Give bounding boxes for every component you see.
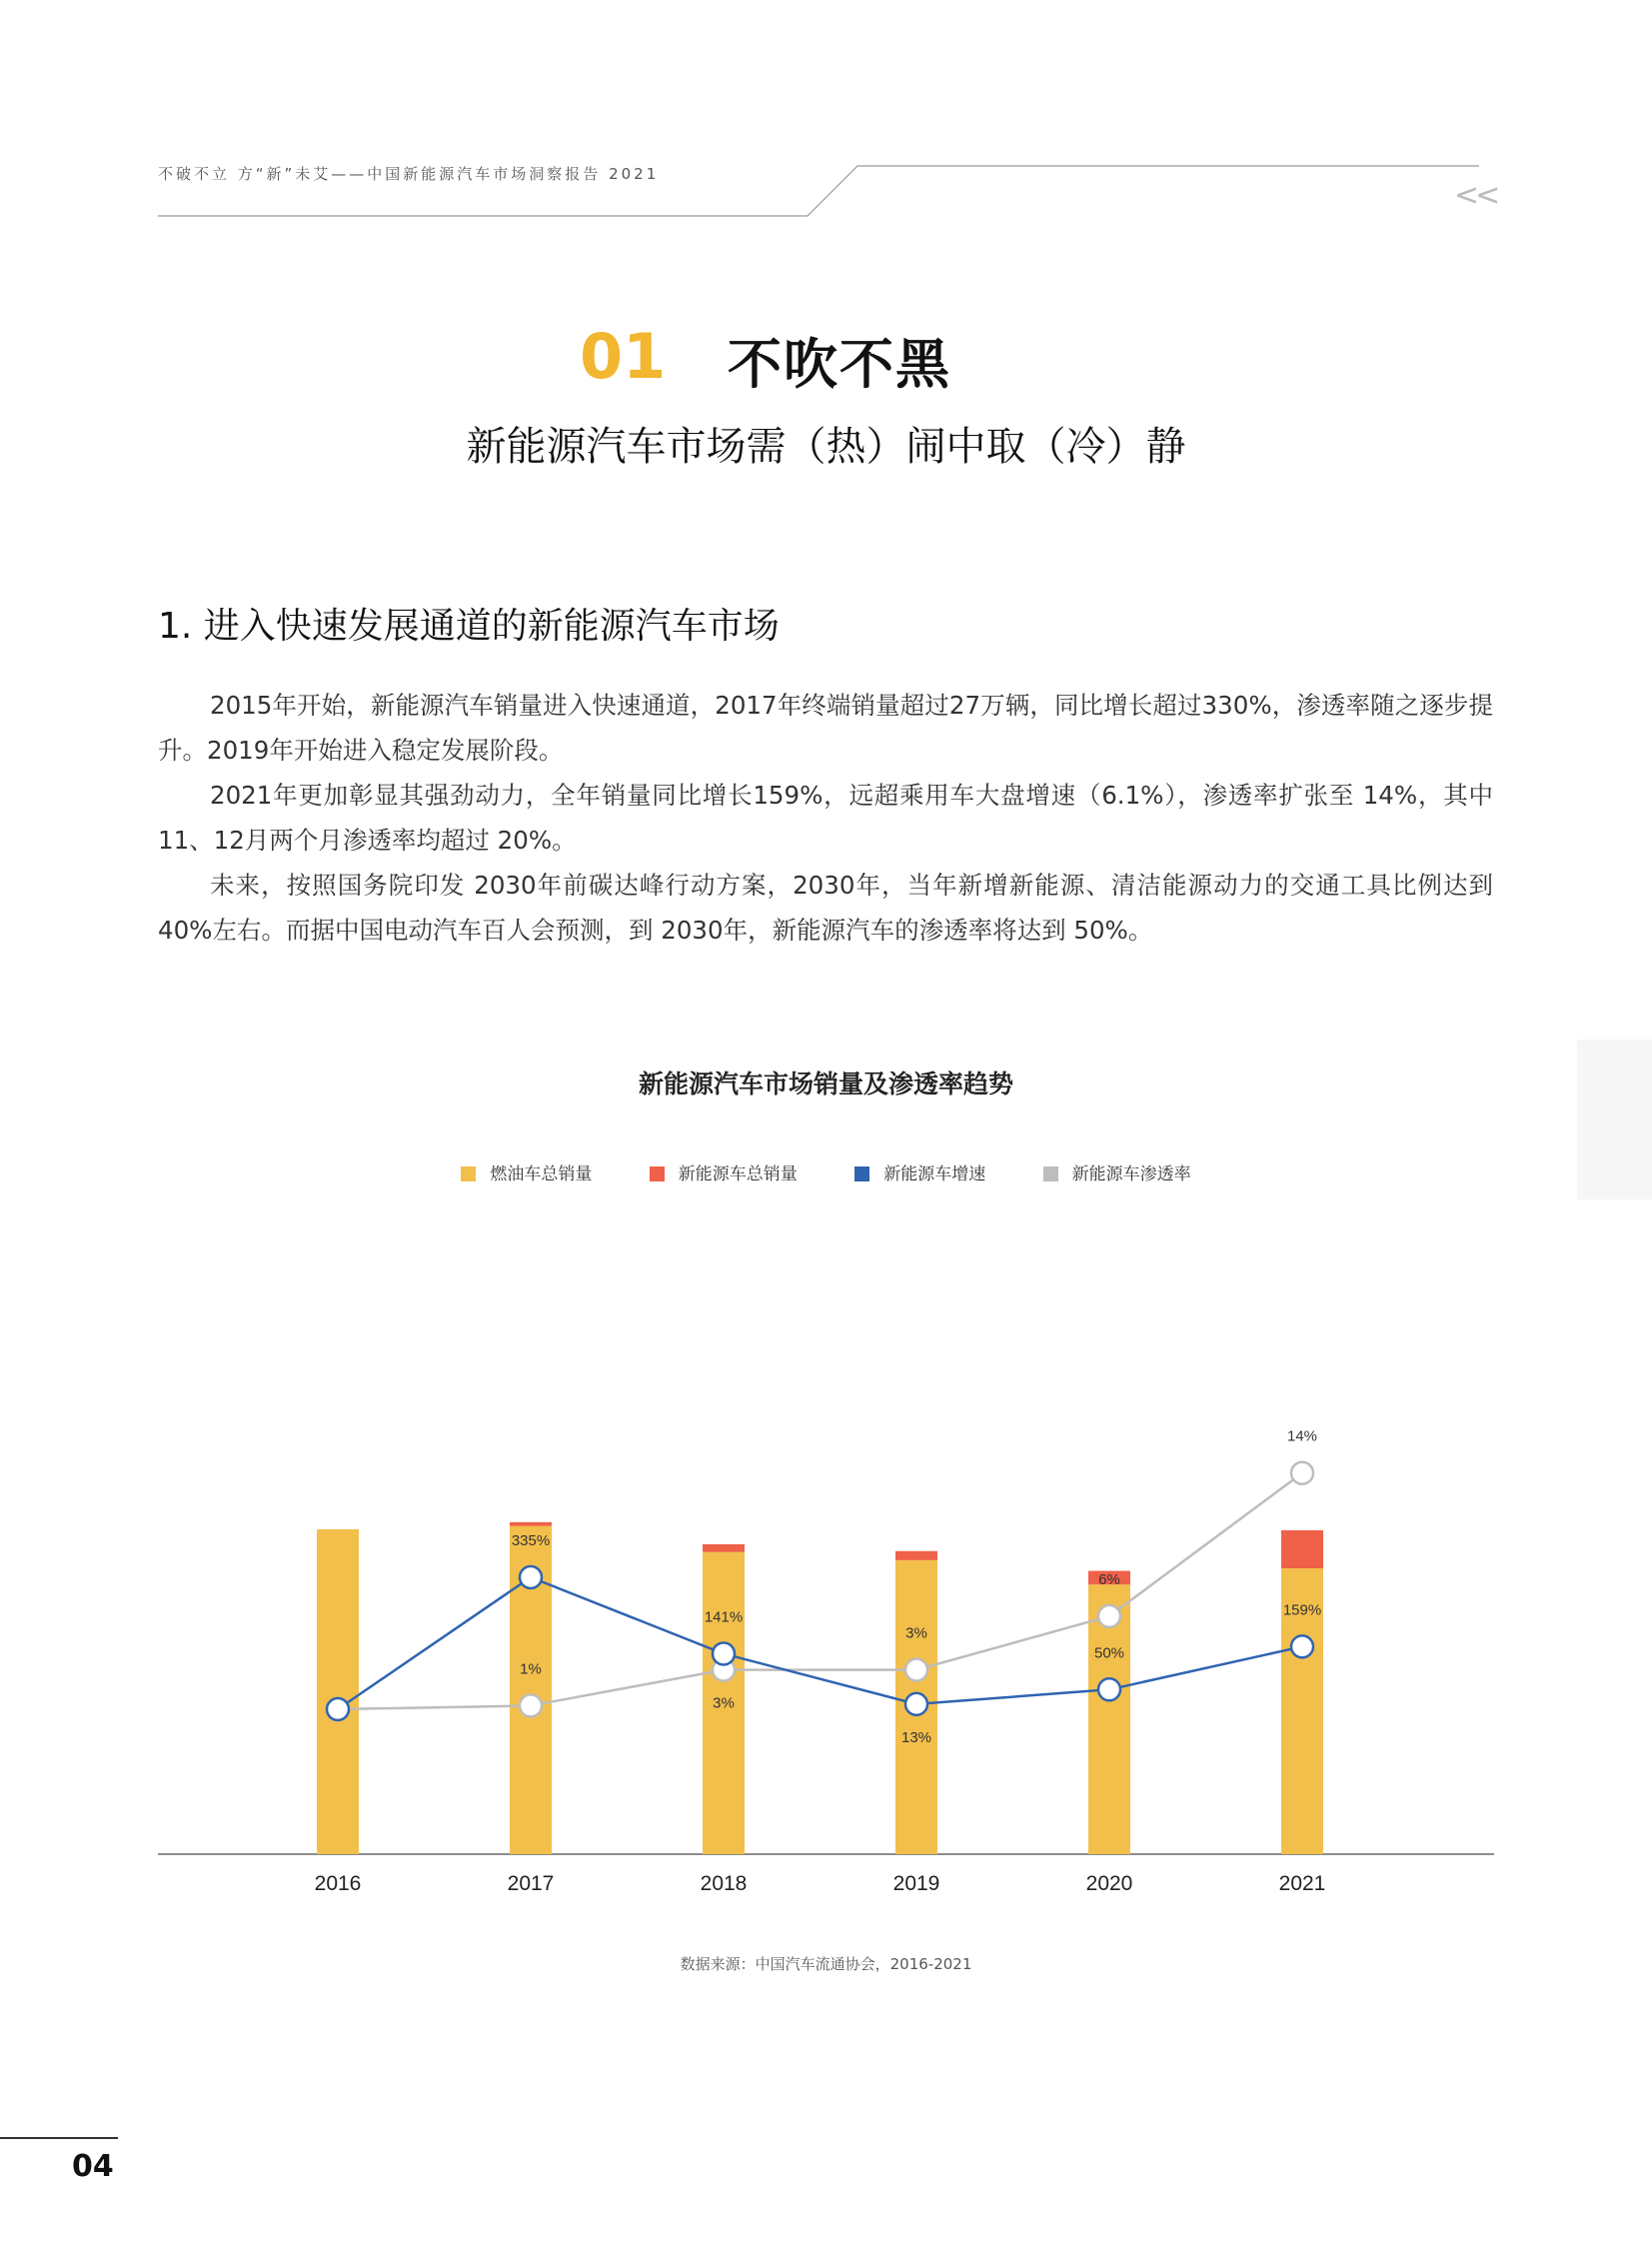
paragraph: 未来，按照国务院印发 2030年前碳达峰行动方案，2030年，当年新增新能源、清洁能源动力的交通工具比例达到 40%左右。而据中国电动汽车百人会预测，到 2030年，新能源汽车的渗透率将达到 50%。: [158, 871, 1493, 945]
data-point: [327, 1698, 349, 1720]
bar-2017: [510, 1522, 552, 1526]
section-number: 01: [580, 320, 667, 393]
data-point: [1098, 1678, 1120, 1700]
data-point: [905, 1693, 927, 1715]
legend-item: [461, 1159, 592, 1184]
data-point: [1291, 1462, 1313, 1484]
data-label: 50%: [1093, 1644, 1125, 1662]
data-label: 14%: [1286, 1427, 1318, 1445]
x-tick-label: 2017: [507, 1872, 555, 1895]
chart-legend: [0, 1159, 1652, 1184]
data-point: [713, 1642, 735, 1664]
x-tick-label: 2016: [314, 1872, 362, 1895]
header-rule: [0, 150, 1652, 230]
data-point: [1291, 1635, 1313, 1657]
legend-label: 新能源车增速: [883, 1164, 986, 1184]
chart-title: 新能源汽车市场销量及渗透率趋势: [638, 1070, 1013, 1099]
legend-swatch: [854, 1166, 869, 1181]
legend-label: 新能源车总销量: [678, 1164, 798, 1184]
legend-label: 燃油车总销量: [490, 1164, 593, 1184]
running-title: 不破不立 方“新”未艾——中国新能源汽车市场洞察报告 2021: [158, 165, 660, 183]
data-label: 3%: [905, 1624, 927, 1642]
paragraph: 2015年开始，新能源汽车销量进入快速通道，2017年终端销量超过27万辆，同比增长超过330%，渗透率随之逐步提升。2019年开始进入稳定发展阶段。: [158, 691, 1493, 765]
legend-swatch: [1043, 1166, 1058, 1181]
legend-label: 新能源车渗透率: [1071, 1164, 1191, 1184]
data-point: [520, 1566, 542, 1588]
bar-2018: [703, 1544, 745, 1552]
bar-2021: [1281, 1530, 1323, 1568]
page-number: 04: [72, 2149, 114, 2184]
data-label: 6%: [1098, 1570, 1120, 1588]
x-tick-label: 2021: [1278, 1872, 1326, 1895]
data-source: 数据来源：中国汽车流通协会，2016-2021: [680, 1955, 972, 1973]
data-point: [905, 1659, 927, 1681]
x-tick-label: 2018: [700, 1872, 748, 1895]
subsection-heading: 1. 进入快速发展通道的新能源汽车市场: [158, 606, 780, 647]
legend-item: [650, 1159, 798, 1184]
legend-swatch: [650, 1166, 665, 1181]
data-label: 141%: [704, 1608, 744, 1626]
x-tick-label: 2020: [1085, 1872, 1133, 1895]
data-point: [1098, 1605, 1120, 1627]
data-point: [520, 1694, 542, 1716]
sales-trend-chart: [0, 1209, 1652, 1929]
data-label: 159%: [1282, 1601, 1322, 1619]
series-line: [338, 1577, 1302, 1709]
series-line: [338, 1473, 1302, 1709]
data-label: 13%: [900, 1728, 932, 1746]
data-label: 1%: [520, 1660, 542, 1678]
page-number-rule: [0, 2137, 118, 2139]
data-label: 3%: [713, 1694, 735, 1712]
legend-item: [854, 1159, 985, 1184]
body-text: [158, 683, 1493, 953]
chevron-left-icon: <<: [1454, 178, 1497, 213]
x-tick-label: 2019: [892, 1872, 940, 1895]
data-label: 335%: [511, 1532, 551, 1550]
section-subtitle: 新能源汽车市场需（热）闹中取（冷）静: [466, 424, 1186, 470]
paragraph: 2021年更加彰显其强劲动力，全年销量同比增长159%，远超乘用车大盘增速（6.1%），渗透率扩张至 14%，其中 11、12月两个月渗透率均超过 20%。: [158, 781, 1493, 855]
bar-2016: [317, 1529, 359, 1854]
legend-swatch: [461, 1166, 476, 1181]
section-title: 不吹不黑: [728, 333, 951, 396]
legend-item: [1043, 1159, 1191, 1184]
bar-2019: [895, 1551, 937, 1560]
